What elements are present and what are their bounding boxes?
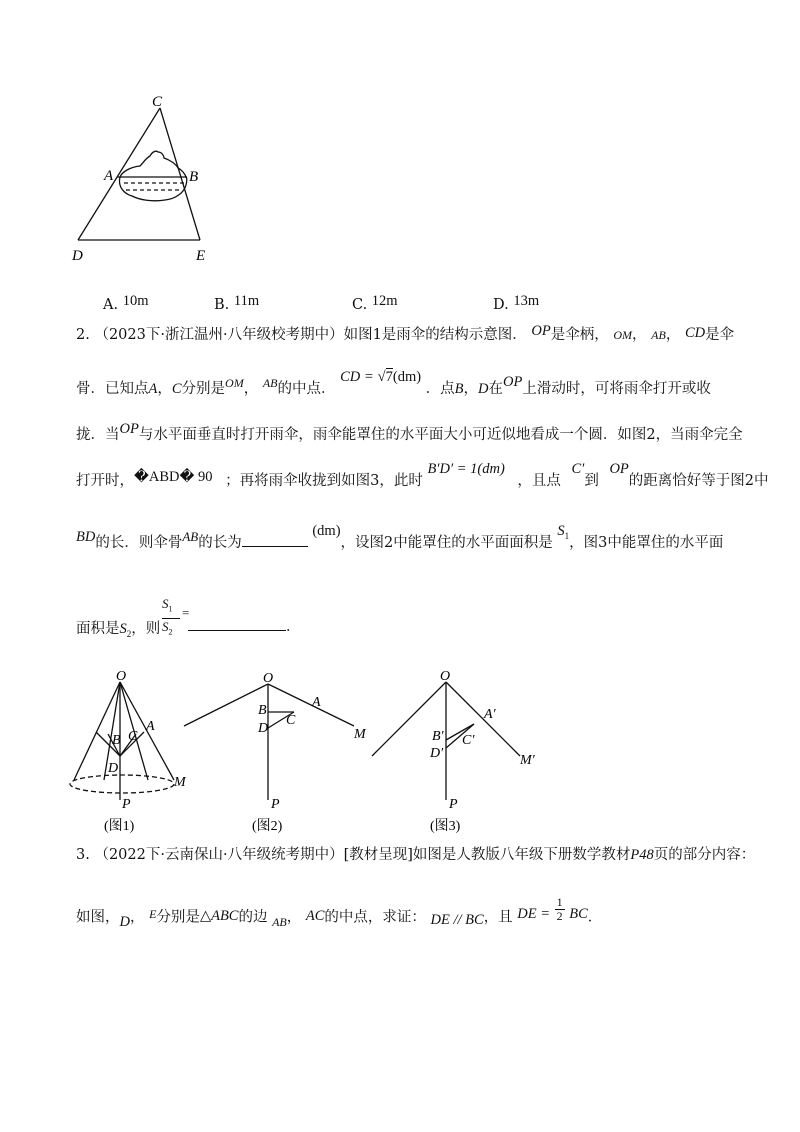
fraction-one-half bbox=[555, 896, 565, 923]
option-letter: A. bbox=[103, 297, 119, 313]
f3-label-b: B′ bbox=[432, 729, 444, 744]
math-s2 bbox=[120, 621, 132, 637]
q1-option-a bbox=[103, 293, 149, 313]
math-s: S bbox=[119, 621, 127, 637]
math-seven: 7 bbox=[385, 369, 393, 385]
option-letter: B. bbox=[214, 297, 230, 313]
math-s: S bbox=[162, 618, 169, 634]
f2-label-m: M bbox=[354, 727, 366, 742]
q2-line-2: 骨．已知点A，C分别是$^{OM}$， $^{AB}$的中点． CD = √7(dm) ．点B，D在OP上滑动时，可将雨伞打开或收 bbox=[76, 369, 711, 397]
text: 的长．则伞骨 bbox=[95, 535, 183, 551]
q2-line-4 bbox=[76, 461, 769, 489]
math-s1 bbox=[557, 523, 569, 539]
math-triangle: △ABC bbox=[199, 907, 239, 924]
math-sub: 2 bbox=[126, 628, 132, 639]
text: ， bbox=[665, 327, 681, 343]
math-om: OM bbox=[613, 328, 633, 342]
math-eq: = bbox=[364, 369, 374, 385]
q1-option-c bbox=[352, 293, 398, 313]
math-op: OP bbox=[503, 374, 523, 390]
text: 如图1是雨伞的结构示意图． bbox=[343, 327, 527, 343]
answer-blank-2[interactable] bbox=[188, 630, 286, 631]
text: 打开时， bbox=[76, 473, 134, 489]
math-bd-eq: B′D′ = 1(dm) bbox=[427, 461, 505, 477]
question-source: （2023下·浙江温州·八年级校考期中） bbox=[94, 327, 344, 343]
math-op: OP bbox=[119, 421, 139, 437]
text: 分别是 bbox=[156, 909, 200, 926]
math-b: B bbox=[454, 381, 464, 397]
f2-label-p: P bbox=[271, 797, 280, 812]
option-value: 12m bbox=[371, 293, 398, 309]
text: 的长为 bbox=[198, 535, 242, 551]
text: ，且点 bbox=[517, 473, 561, 489]
label-a: A bbox=[104, 168, 114, 184]
f3-label-m: M′ bbox=[520, 753, 535, 768]
text: ．点 bbox=[425, 381, 455, 397]
f3-label-c: C′ bbox=[462, 733, 475, 748]
q1-option-d bbox=[493, 293, 540, 313]
triangle-figure bbox=[60, 90, 230, 270]
math-eq: = bbox=[182, 605, 190, 620]
q3-line-1 bbox=[76, 848, 755, 863]
frac-denominator: 2 bbox=[556, 909, 563, 923]
math-unit: (dm) bbox=[392, 369, 422, 385]
question-source: （2022下·云南保山·八年级统考期中） bbox=[94, 847, 344, 863]
math-ab: AB bbox=[651, 328, 666, 342]
f1-label-b: B bbox=[112, 733, 121, 748]
math-bd: BD bbox=[76, 529, 96, 545]
text: 拢．当 bbox=[76, 427, 120, 443]
text: 骨．已知点 bbox=[76, 381, 149, 397]
text: ，且 bbox=[483, 909, 513, 926]
f1-caption: (图1) bbox=[104, 819, 135, 834]
text: ， bbox=[129, 909, 145, 926]
question-number: 2. bbox=[76, 327, 90, 343]
f3-label-o: O bbox=[440, 669, 451, 684]
math-c-prime: C′ bbox=[571, 461, 585, 477]
f3-label-p: P bbox=[449, 797, 458, 812]
text: 的中点． bbox=[277, 381, 336, 397]
q2-line-3 bbox=[76, 421, 743, 443]
math-op: OP bbox=[531, 323, 551, 339]
math-a: A bbox=[148, 381, 158, 397]
text: 上滑动时，可将雨伞打开或收 bbox=[522, 381, 711, 397]
math-sub: 2 bbox=[168, 627, 173, 637]
math-d: D bbox=[478, 381, 489, 397]
q1-option-b bbox=[214, 293, 260, 313]
f1-label-o: O bbox=[116, 669, 127, 684]
pond-outline bbox=[120, 151, 187, 201]
f3-label-d: D′ bbox=[430, 746, 444, 761]
math-sub: 1 bbox=[564, 530, 570, 541]
f2-label-c: C bbox=[286, 713, 296, 728]
math-ab: AB bbox=[262, 376, 278, 390]
q2-line-6 bbox=[76, 622, 160, 639]
f1-label-p: P bbox=[122, 797, 131, 812]
umbrella-figures bbox=[60, 660, 560, 840]
text: ，设图2中能罩住的水平面面积是 bbox=[340, 535, 553, 551]
text: ， bbox=[632, 327, 647, 343]
label-e: E bbox=[196, 248, 206, 264]
f3-rib-left bbox=[372, 682, 446, 756]
f1-label-m: M bbox=[174, 775, 186, 790]
math-c: C bbox=[171, 381, 182, 397]
math-ac: AC bbox=[305, 907, 325, 924]
math-s: S bbox=[162, 596, 169, 611]
q2-answer-blank-2-wrap bbox=[188, 620, 301, 635]
text: 如图， bbox=[76, 909, 120, 926]
side-cd bbox=[78, 108, 160, 240]
f3-caption: (图3) bbox=[430, 819, 461, 834]
answer-blank-1[interactable] bbox=[242, 546, 308, 547]
math-bc: BC bbox=[569, 905, 588, 922]
f2-label-a: A bbox=[312, 695, 321, 710]
text: ． bbox=[286, 619, 301, 635]
q2-line-1 bbox=[76, 323, 735, 343]
q2-line-5 bbox=[76, 523, 724, 553]
cd-equation bbox=[340, 369, 426, 385]
f2-caption: (图2) bbox=[252, 819, 283, 834]
q3-line-2 bbox=[76, 895, 603, 931]
math-ab: AB bbox=[272, 914, 287, 929]
frac-numerator: 1 bbox=[556, 895, 563, 909]
label-b: B bbox=[189, 169, 199, 185]
math-sub: 1 bbox=[168, 604, 173, 614]
math-de-eq: DE = bbox=[517, 905, 551, 922]
text: ． bbox=[587, 909, 603, 926]
label-d: D bbox=[72, 248, 83, 264]
math-op: OP bbox=[609, 461, 629, 477]
text: 与水平面垂直时打开雨伞，雨伞能罩住的水平面大小可近似地看成一个圆．如图2，当雨伞完全 bbox=[138, 427, 743, 443]
math-e: E bbox=[149, 906, 157, 921]
f2-label-d: D bbox=[258, 721, 269, 736]
text: 的中点，求证： bbox=[324, 909, 426, 926]
text: ，则 bbox=[131, 621, 161, 637]
option-letter: D. bbox=[493, 297, 509, 313]
text: 在 bbox=[488, 381, 504, 397]
math-cd: CD bbox=[340, 369, 361, 385]
f2-label-o: O bbox=[263, 671, 274, 686]
sqrt-icon: √ bbox=[377, 369, 386, 385]
text: 是伞柄， bbox=[550, 327, 609, 343]
frac-numerator bbox=[162, 597, 196, 617]
text: ，图3中能罩住的水平面 bbox=[569, 535, 724, 551]
math-ab: AB bbox=[182, 529, 199, 544]
math-unit: (dm) bbox=[312, 523, 341, 539]
f3-label-a: A′ bbox=[484, 707, 496, 722]
f2-rib-left bbox=[184, 684, 268, 726]
option-value: 11m bbox=[233, 293, 260, 309]
math-cd: CD bbox=[684, 325, 706, 341]
option-letter: C. bbox=[352, 297, 368, 313]
f1-label-c: C bbox=[128, 729, 138, 744]
text: 的边 bbox=[238, 909, 268, 926]
text: [教材呈现]如图是人教版八年级下册数学教材 bbox=[343, 847, 631, 863]
question-number: 3. bbox=[76, 847, 90, 863]
math-d: D bbox=[119, 913, 130, 930]
math-om: OM bbox=[225, 376, 244, 390]
text: ， bbox=[286, 909, 302, 926]
f1-label-a: A bbox=[146, 719, 155, 734]
option-value: 13m bbox=[513, 293, 540, 309]
math-s: S bbox=[557, 523, 565, 539]
text: 的距离恰好等于图2中 bbox=[628, 473, 769, 489]
text: ， bbox=[243, 381, 259, 397]
text: 面积是 bbox=[76, 621, 120, 637]
text: ；再将雨伞收拢到如图3，此时 bbox=[225, 473, 423, 489]
math-de-parallel: DE // BC bbox=[430, 911, 484, 928]
option-value: 10m bbox=[122, 293, 149, 309]
text: 是伞 bbox=[705, 327, 735, 343]
f1-label-d: D bbox=[108, 761, 119, 776]
f1-canopy-circle bbox=[70, 775, 174, 793]
text: 到 bbox=[584, 473, 599, 489]
f2-label-b: B bbox=[258, 703, 267, 718]
f3-rib-right bbox=[446, 682, 520, 756]
math-p48: P48 bbox=[630, 847, 654, 863]
label-c: C bbox=[152, 94, 163, 110]
math-angle: �ABD� 90 bbox=[134, 469, 213, 485]
text: 页的部分内容： bbox=[653, 847, 756, 863]
text: 分别是 bbox=[181, 381, 226, 397]
